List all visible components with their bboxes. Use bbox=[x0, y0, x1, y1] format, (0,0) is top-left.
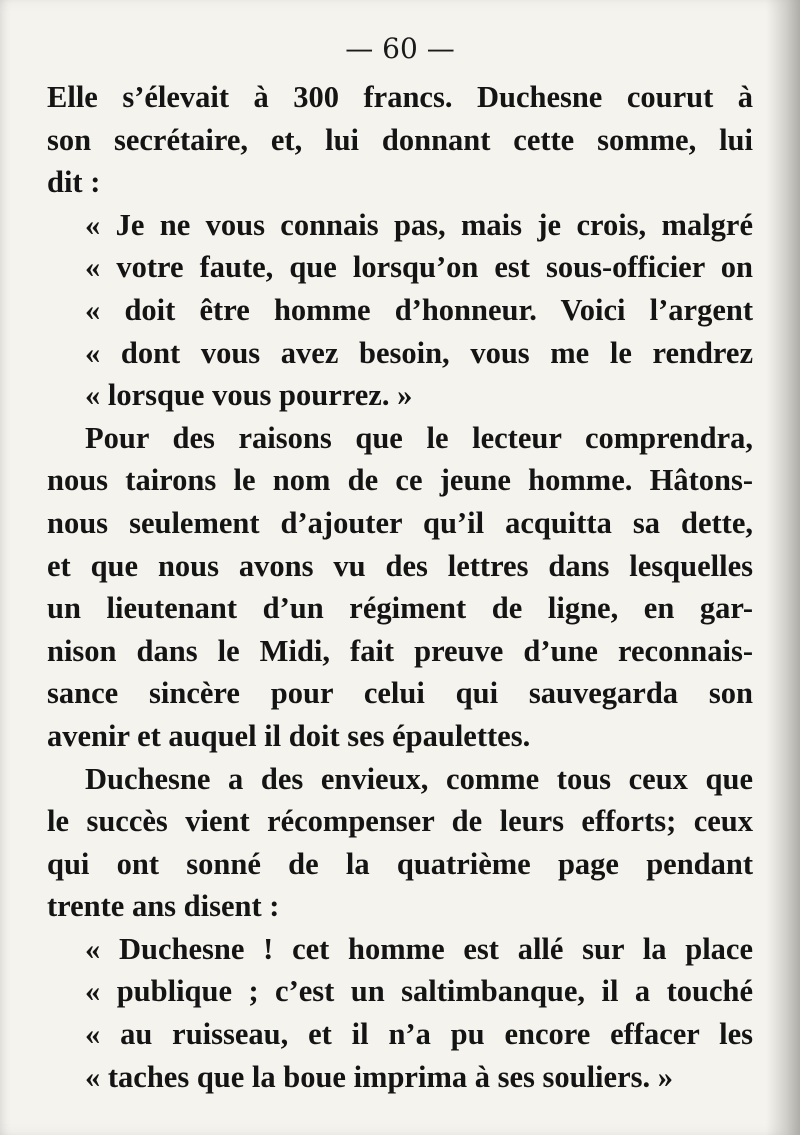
text-line: « publique ; c’est un saltimbanque, il a touché bbox=[85, 974, 753, 1009]
text-line: nous seulement d’ajouter qu’il acquitta sa dette, bbox=[47, 505, 753, 540]
text-line: nous tairons le nom de ce jeune homme. Hâtons- bbox=[47, 463, 753, 498]
text-line: avenir et auquel il doit ses épaulettes. bbox=[47, 718, 531, 753]
text-line: Duchesne a des envieux, comme tous ceux que bbox=[85, 761, 753, 796]
page-text bbox=[47, 76, 753, 1098]
text-line: « votre faute, que lorsqu’on est sous-officier on bbox=[85, 250, 753, 285]
text-line: trente ans disent : bbox=[47, 889, 280, 924]
text-line: son secrétaire, et, lui donnant cette somme, lui bbox=[47, 122, 753, 157]
text-line: « Je ne vous connais pas, mais je crois, malgré bbox=[85, 207, 753, 242]
text-line: « Duchesne ! cet homme est allé sur la place bbox=[85, 931, 753, 966]
page-number: — 60 — bbox=[345, 32, 455, 65]
text-line: Pour des raisons que le lecteur comprendra, bbox=[85, 420, 753, 455]
text-line: qui ont sonné de la quatrième page pendant bbox=[47, 846, 753, 881]
text-line: « au ruisseau, et il n’a pu encore effacer les bbox=[85, 1017, 753, 1052]
text-line: dit : bbox=[47, 165, 101, 200]
text-line: le succès vient récompenser de leurs efforts; ceux bbox=[47, 804, 753, 839]
text-line: « doit être homme d’honneur. Voici l’argent bbox=[85, 292, 753, 327]
text-line: et que nous avons vu des lettres dans lesquelles bbox=[47, 548, 753, 583]
page-spine-shadow bbox=[766, 0, 800, 1135]
text-line: « dont vous avez besoin, vous me le rendrez bbox=[85, 335, 753, 370]
text-line: « taches que la boue imprima à ses souliers. » bbox=[85, 1059, 673, 1094]
text-line: un lieutenant d’un régiment de ligne, en gar- bbox=[47, 591, 753, 626]
text-line: Elle s’élevait à 300 francs. Duchesne courut à bbox=[47, 80, 753, 114]
text-line: nison dans le Midi, fait preuve d’une reconnais- bbox=[47, 633, 753, 668]
text-line: sance sincère pour celui qui sauvegarda son bbox=[47, 676, 753, 711]
text-line: « lorsque vous pourrez. » bbox=[85, 378, 413, 413]
